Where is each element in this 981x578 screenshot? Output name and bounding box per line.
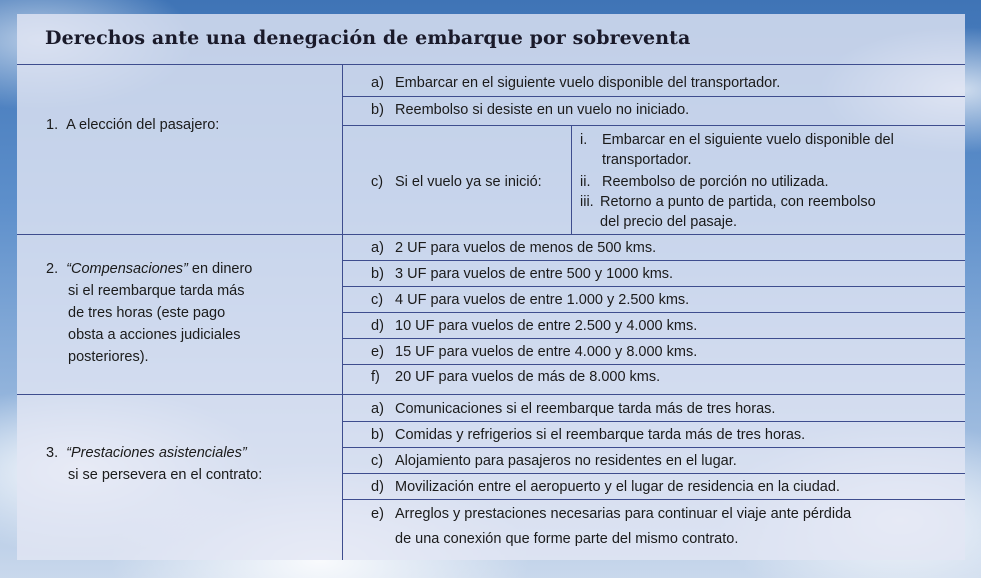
section-1-label: 1. A elección del pasajero: — [46, 117, 220, 133]
row-divider — [342, 447, 965, 448]
row-divider — [342, 473, 965, 474]
sub-list-item: ii. Reembolso de porción no utilizada. — [580, 174, 829, 190]
list-item: b) Comidas y refrigerios si el reembarque tarda más de tres horas. — [371, 427, 806, 443]
list-item: c) 4 UF para vuelos de entre 1.000 y 2.500 kms. — [371, 292, 690, 308]
sub-list-item: i. Embarcar en el siguiente vuelo disponible del transportador. — [580, 132, 894, 168]
list-item: c) Alojamiento para pasajeros no residentes en el lugar. — [371, 453, 737, 469]
row-divider — [342, 286, 965, 287]
table-title: Derechos ante una denegación de embarque por sobreventa — [45, 27, 691, 49]
row-divider — [342, 499, 965, 500]
section-2-label: 2. “Compensaciones” en dinero si el reembarque tarda más de tres horas (este pago obsta a acciones judiciales posteriores). — [46, 261, 253, 365]
list-item: c) Si el vuelo ya se inició: — [371, 174, 542, 190]
list-item: e) Arreglos y prestaciones necesarias para continuar el viaje ante pérdida de una conexión que forme parte del mismo contrato. — [371, 506, 852, 547]
rights-table-panel — [17, 14, 965, 560]
row-divider — [342, 125, 965, 126]
list-item: d) 10 UF para vuelos de entre 2.500 y 4.000 kms. — [371, 318, 698, 334]
list-item: d) Movilización entre el aeropuerto y el lugar de residencia en la ciudad. — [371, 479, 840, 495]
list-item: a) Comunicaciones si el reembarque tarda más de tres horas. — [371, 401, 776, 417]
list-item: a) Embarcar en el siguiente vuelo disponible del transportador. — [371, 75, 781, 91]
header-rule — [17, 64, 965, 65]
column-divider — [342, 64, 343, 560]
section-divider-1 — [17, 234, 965, 235]
row-divider — [342, 260, 965, 261]
row-divider — [342, 312, 965, 313]
list-item: e) 15 UF para vuelos de entre 4.000 y 8.000 kms. — [371, 344, 698, 360]
list-item: a) 2 UF para vuelos de menos de 500 kms. — [371, 240, 657, 256]
sub-list-item: iii. Retorno a punto de partida, con reembolso del precio del pasaje. — [580, 194, 876, 230]
row-divider — [342, 96, 965, 97]
section-divider-2 — [17, 394, 965, 395]
list-item: b) Reembolso si desiste en un vuelo no iniciado. — [371, 102, 690, 118]
list-item: f) 20 UF para vuelos de más de 8.000 kms. — [371, 369, 661, 385]
row-divider — [342, 364, 965, 365]
row-divider — [342, 421, 965, 422]
subcolumn-divider — [571, 125, 572, 234]
row-divider — [342, 338, 965, 339]
section-3-label: 3. “Prestaciones asistenciales” si se persevera en el contrato: — [46, 445, 263, 483]
list-item: b) 3 UF para vuelos de entre 500 y 1000 kms. — [371, 266, 674, 282]
